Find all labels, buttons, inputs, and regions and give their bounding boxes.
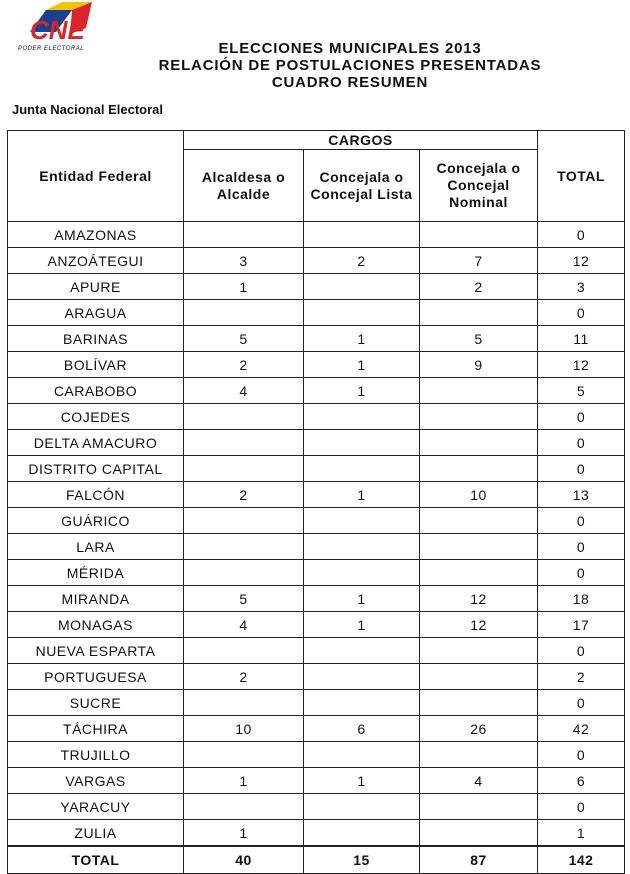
cell-nominal [420, 534, 538, 560]
cell-total: 42 [538, 716, 625, 742]
cell-nominal [420, 664, 538, 690]
cell-lista: 1 [304, 352, 420, 378]
table-row [8, 768, 625, 794]
cell-lista [304, 534, 420, 560]
table-row [8, 222, 625, 248]
cell-lista: 1 [304, 326, 420, 352]
header-alcalde: Alcaldesa o Alcalde [184, 150, 304, 222]
cell-nominal [420, 456, 538, 482]
cell-nominal [420, 222, 538, 248]
table-row [8, 586, 625, 612]
cell-alcalde [184, 300, 304, 326]
cell-lista: 1 [304, 482, 420, 508]
header-nominal: Concejala o Concejal Nominal [420, 150, 538, 222]
cell-alcalde [184, 794, 304, 820]
cell-total: 2 [538, 664, 625, 690]
cell-alcalde [184, 430, 304, 456]
cell-lista [304, 820, 420, 847]
totals-alcalde: 40 [184, 846, 304, 874]
cell-alcalde [184, 638, 304, 664]
totals-row [8, 846, 625, 874]
cell-lista [304, 300, 420, 326]
cell-lista [304, 638, 420, 664]
cell-nominal: 4 [420, 768, 538, 794]
table-row [8, 508, 625, 534]
table-row [8, 794, 625, 820]
table-row [8, 560, 625, 586]
table-row [8, 430, 625, 456]
cell-entidad: APURE [8, 274, 184, 300]
cell-nominal: 12 [420, 612, 538, 638]
cell-total: 11 [538, 326, 625, 352]
header-entidad: Entidad Federal [8, 131, 184, 222]
cell-entidad: CARABOBO [8, 378, 184, 404]
cell-alcalde: 3 [184, 248, 304, 274]
cell-total: 18 [538, 586, 625, 612]
cell-nominal: 2 [420, 274, 538, 300]
cell-alcalde [184, 456, 304, 482]
cell-nominal: 5 [420, 326, 538, 352]
cell-alcalde [184, 742, 304, 768]
cell-alcalde [184, 404, 304, 430]
document-title [0, 40, 630, 91]
cell-lista: 1 [304, 378, 420, 404]
cell-alcalde [184, 508, 304, 534]
totals-label: TOTAL [8, 846, 184, 874]
cell-entidad: VARGAS [8, 768, 184, 794]
cell-entidad: ARAGUA [8, 300, 184, 326]
cell-total: 0 [538, 742, 625, 768]
cell-nominal [420, 638, 538, 664]
cell-total: 0 [538, 430, 625, 456]
header-total: TOTAL [538, 131, 625, 222]
subtitle: Junta Nacional Electoral [12, 102, 163, 117]
table-row [8, 352, 625, 378]
table-row [8, 664, 625, 690]
table-row [8, 456, 625, 482]
cell-alcalde: 1 [184, 820, 304, 847]
cell-alcalde: 10 [184, 716, 304, 742]
cell-lista [304, 742, 420, 768]
cell-entidad: TRUJILLO [8, 742, 184, 768]
cell-entidad: SUCRE [8, 690, 184, 716]
cell-nominal: 12 [420, 586, 538, 612]
cell-total: 0 [538, 456, 625, 482]
cell-total: 0 [538, 794, 625, 820]
table-row [8, 404, 625, 430]
cell-lista [304, 664, 420, 690]
table-row [8, 482, 625, 508]
cell-lista: 1 [304, 612, 420, 638]
cell-lista [304, 404, 420, 430]
cell-entidad: NUEVA ESPARTA [8, 638, 184, 664]
cell-entidad: BOLÍVAR [8, 352, 184, 378]
title-line-3: CUADRO RESUMEN [271, 74, 429, 91]
cell-lista [304, 794, 420, 820]
title-line-1: ELECCIONES MUNICIPALES 2013 [218, 40, 482, 57]
cell-entidad: PORTUGUESA [8, 664, 184, 690]
table-row [8, 742, 625, 768]
cell-nominal [420, 300, 538, 326]
cell-alcalde [184, 560, 304, 586]
cell-alcalde: 5 [184, 586, 304, 612]
cell-total: 5 [538, 378, 625, 404]
cell-total: 3 [538, 274, 625, 300]
cell-alcalde: 4 [184, 612, 304, 638]
header-lista: Concejala o Concejal Lista [304, 150, 420, 222]
cell-entidad: BARINAS [8, 326, 184, 352]
cell-entidad: YARACUY [8, 794, 184, 820]
cell-lista: 2 [304, 248, 420, 274]
cell-lista: 1 [304, 768, 420, 794]
table-row [8, 638, 625, 664]
cell-nominal [420, 742, 538, 768]
cell-entidad: DISTRITO CAPITAL [8, 456, 184, 482]
cell-lista: 1 [304, 586, 420, 612]
table-row [8, 820, 625, 847]
cell-nominal [420, 430, 538, 456]
table-row [8, 274, 625, 300]
cell-total: 0 [538, 508, 625, 534]
cell-total: 6 [538, 768, 625, 794]
cell-total: 0 [538, 560, 625, 586]
cell-nominal [420, 560, 538, 586]
cell-entidad: COJEDES [8, 404, 184, 430]
cell-nominal: 26 [420, 716, 538, 742]
cell-alcalde: 4 [184, 378, 304, 404]
cell-lista [304, 430, 420, 456]
title-line-2: RELACIÓN DE POSTULACIONES PRESENTADAS [158, 57, 542, 74]
cell-alcalde [184, 534, 304, 560]
table-row [8, 690, 625, 716]
cell-entidad: GUÁRICO [8, 508, 184, 534]
cell-alcalde [184, 222, 304, 248]
cell-entidad: TÁCHIRA [8, 716, 184, 742]
cell-lista [304, 456, 420, 482]
cell-alcalde: 1 [184, 768, 304, 794]
header-cargos: CARGOS [184, 131, 538, 150]
cell-total: 0 [538, 638, 625, 664]
cell-total: 17 [538, 612, 625, 638]
logo-subtext: PODER ELECTORAL [18, 46, 85, 52]
cell-lista [304, 560, 420, 586]
table-row [8, 716, 625, 742]
table-row [8, 612, 625, 638]
table-row [8, 534, 625, 560]
cell-entidad: MONAGAS [8, 612, 184, 638]
cell-nominal [420, 794, 538, 820]
totals-lista: 15 [304, 846, 420, 874]
cell-nominal [420, 508, 538, 534]
cell-alcalde: 5 [184, 326, 304, 352]
cell-alcalde: 1 [184, 274, 304, 300]
cell-alcalde: 2 [184, 482, 304, 508]
cell-nominal [420, 378, 538, 404]
totals-total: 142 [538, 846, 625, 874]
cell-alcalde: 2 [184, 352, 304, 378]
cell-nominal: 7 [420, 248, 538, 274]
cell-nominal: 10 [420, 482, 538, 508]
cell-alcalde: 2 [184, 664, 304, 690]
cell-total: 12 [538, 352, 625, 378]
cell-alcalde [184, 690, 304, 716]
cell-nominal: 9 [420, 352, 538, 378]
cell-lista [304, 690, 420, 716]
cell-entidad: LARA [8, 534, 184, 560]
cell-lista: 6 [304, 716, 420, 742]
cell-nominal [420, 404, 538, 430]
cell-lista [304, 274, 420, 300]
cell-nominal [420, 690, 538, 716]
cell-entidad: DELTA AMACURO [8, 430, 184, 456]
totals-nominal: 87 [420, 846, 538, 874]
table-row [8, 378, 625, 404]
cell-entidad: FALCÓN [8, 482, 184, 508]
cell-total: 13 [538, 482, 625, 508]
cell-total: 12 [538, 248, 625, 274]
table-row [8, 248, 625, 274]
cell-total: 0 [538, 404, 625, 430]
cell-entidad: AMAZONAS [8, 222, 184, 248]
cell-total: 1 [538, 820, 625, 847]
cell-lista [304, 222, 420, 248]
cell-entidad: MÉRIDA [8, 560, 184, 586]
cell-lista [304, 508, 420, 534]
cell-nominal [420, 820, 538, 847]
cell-total: 0 [538, 534, 625, 560]
table-row [8, 300, 625, 326]
cell-entidad: ZULIA [8, 820, 184, 847]
cell-entidad: ANZOÁTEGUI [8, 248, 184, 274]
logo-text: CNE [30, 15, 85, 45]
cell-entidad: MIRANDA [8, 586, 184, 612]
cell-total: 0 [538, 222, 625, 248]
cell-total: 0 [538, 300, 625, 326]
summary-table [7, 130, 625, 874]
cell-total: 0 [538, 690, 625, 716]
table-row [8, 326, 625, 352]
